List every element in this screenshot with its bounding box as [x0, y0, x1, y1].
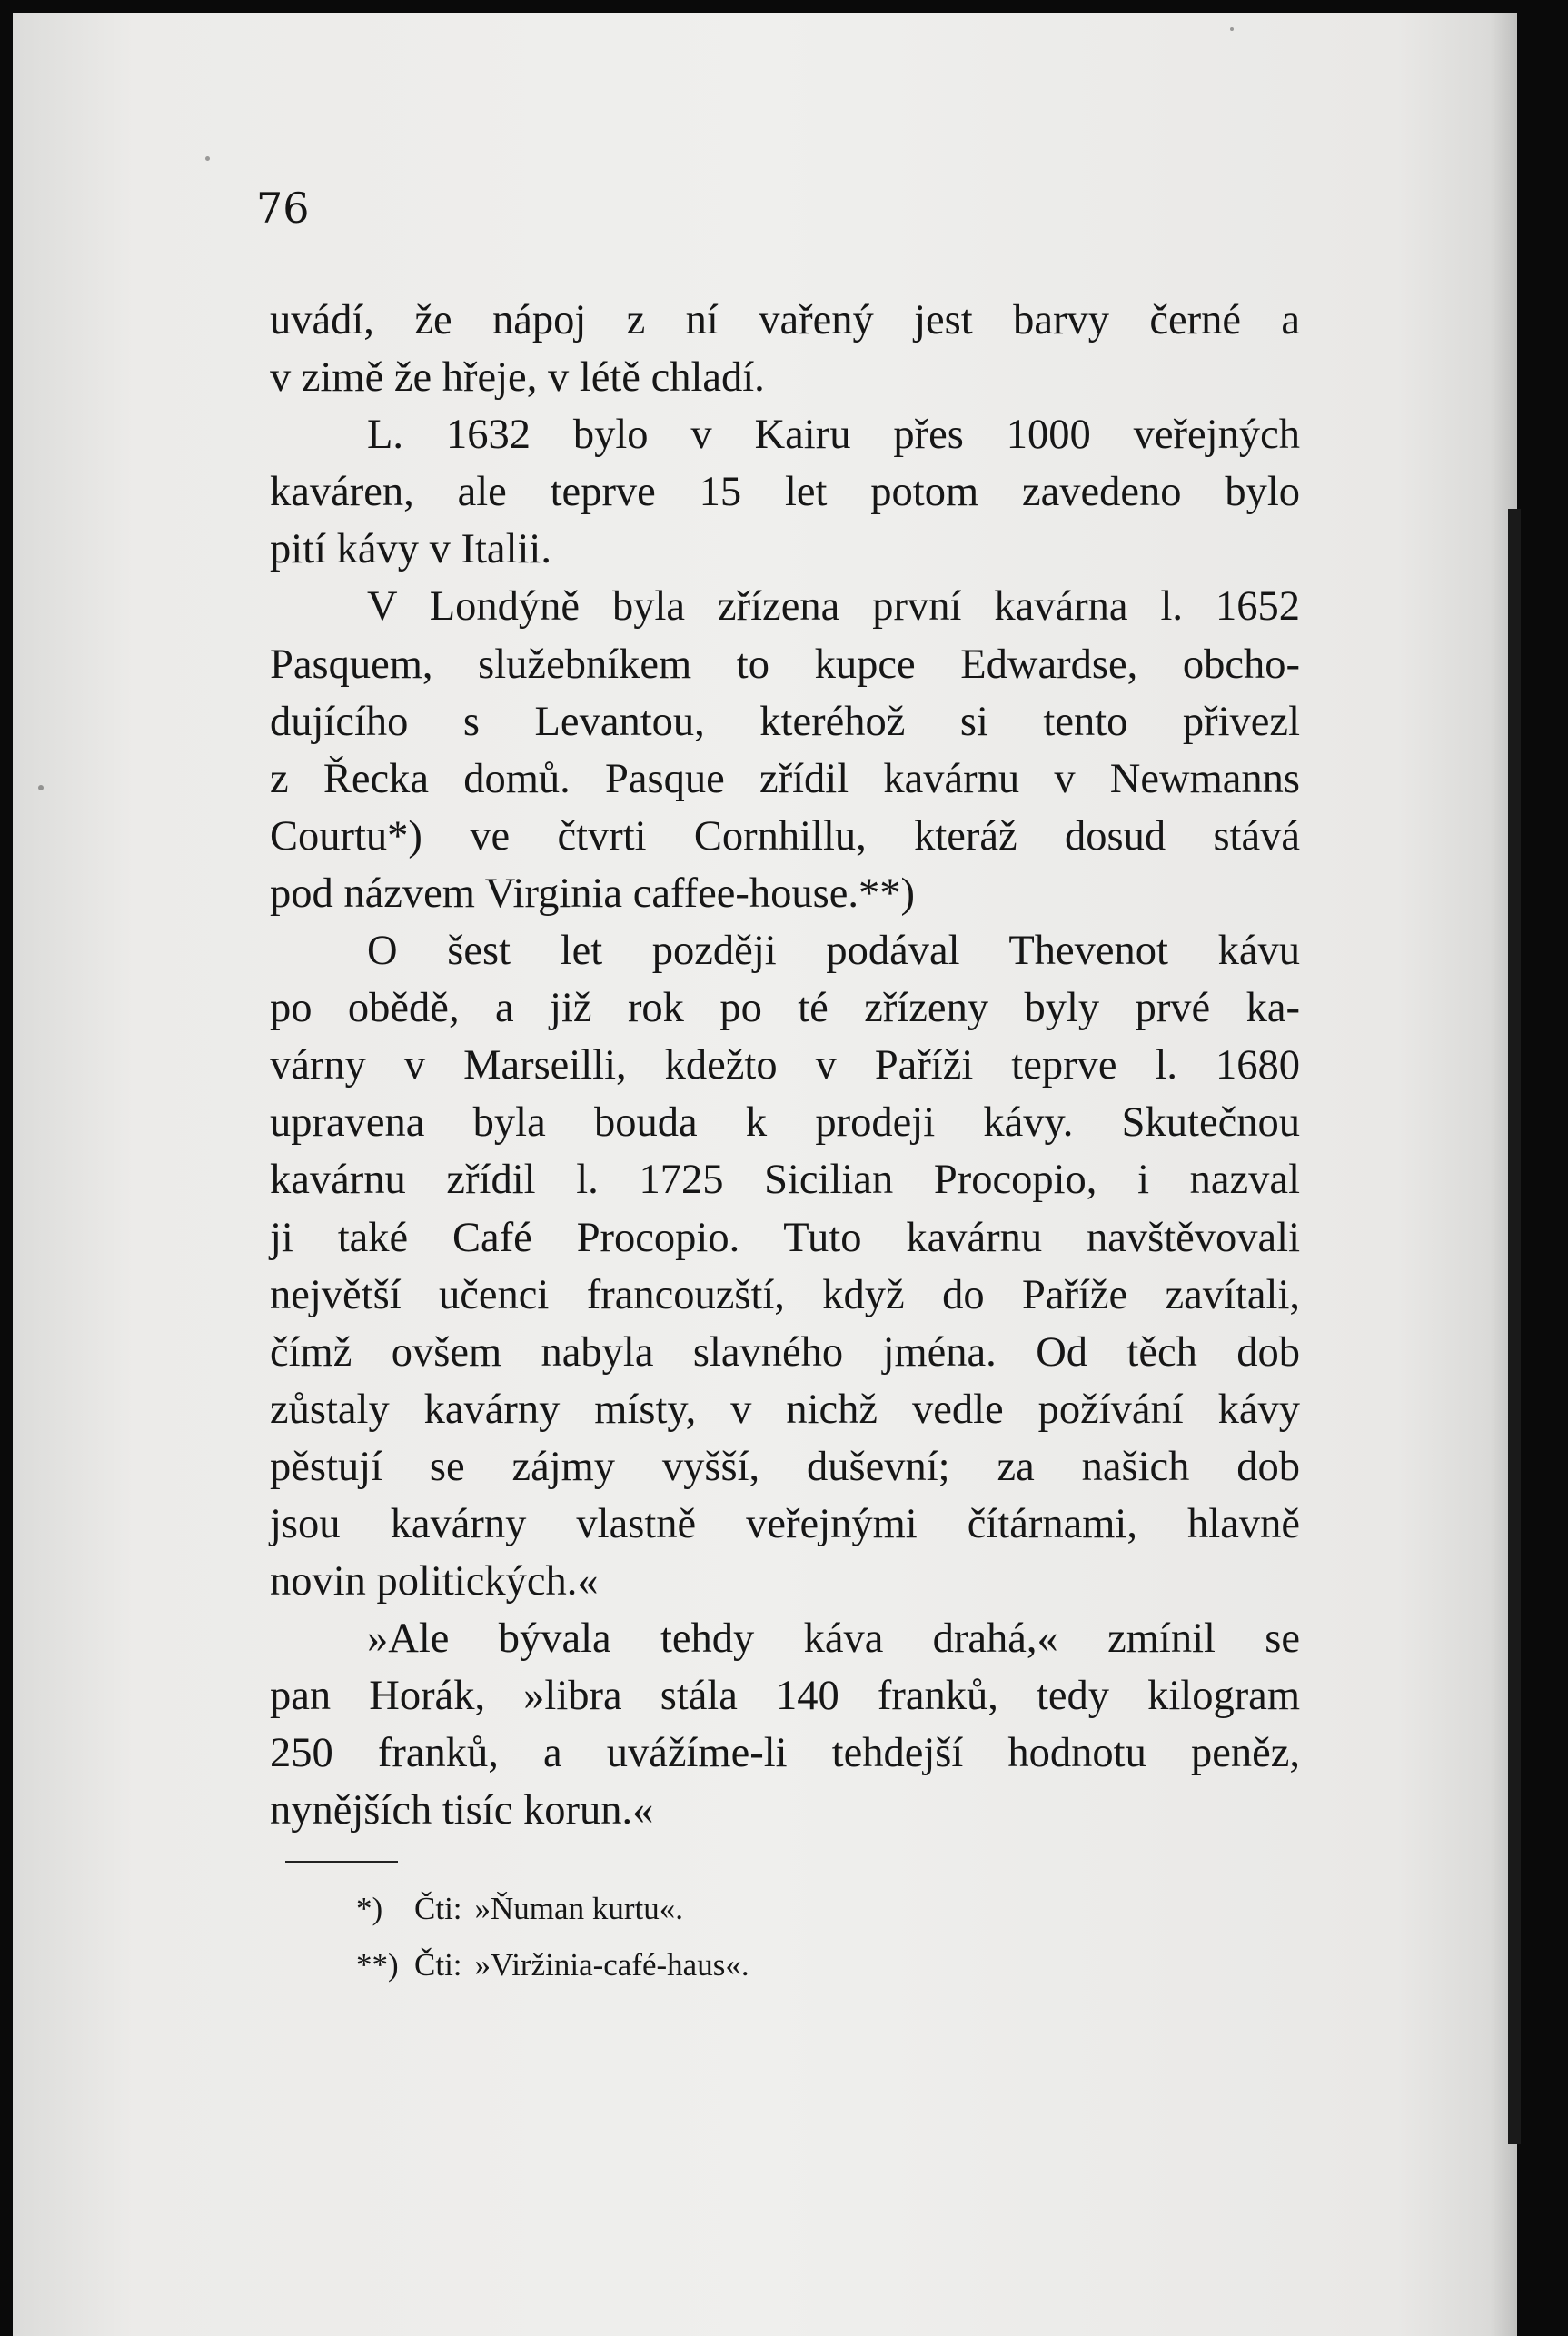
- text-line: kavárnu zřídil l. 1725 Sicilian Procopio, i nazval: [270, 1157, 1300, 1204]
- text-line: zůstaly kavárny místy, v nichž vedle požívání kávy: [270, 1386, 1300, 1433]
- text-line: V Londýně byla zřízena první kavárna l. 1652: [367, 583, 1300, 631]
- footnote-label: Čti:: [414, 1891, 462, 1926]
- footnote-2: [356, 1937, 749, 1993]
- text-line: várny v Marseilli, kdežto v Paříži teprve l. 1680: [270, 1042, 1300, 1089]
- text-line: O šest let později podával Thevenot kávu: [367, 928, 1300, 975]
- text-line: L. 1632 bylo v Kairu přes 1000 veřejných: [367, 412, 1300, 459]
- text-line: pěstují se zájmy vyšší, duševní; za našich dob: [270, 1443, 1300, 1490]
- print-speck: [205, 156, 210, 161]
- body-text: [270, 292, 1300, 1840]
- text-line: pití kávy v Italii.: [270, 526, 551, 573]
- page-edge-shadow: [1508, 509, 1521, 2144]
- text-line: »Ale bývala tehdy káva drahá,« zmínil se: [367, 1615, 1300, 1663]
- footnotes: [356, 1881, 749, 1993]
- text-line: Pasquem, služebníkem to kupce Edwardse, obcho-: [270, 641, 1300, 688]
- paragraph-5: [270, 1610, 1300, 1839]
- text-line: v zimě že hřeje, v létě chladí.: [270, 354, 765, 402]
- text-line: čímž ovšem nabyla slavného jména. Od těch dob: [270, 1328, 1300, 1376]
- book-page: [13, 13, 1517, 2336]
- print-speck: [1230, 27, 1234, 31]
- footnote-mark: *): [356, 1891, 383, 1926]
- text-line: dujícího s Levantou, kteréhož si tento přivezl: [270, 698, 1300, 745]
- footnote-divider: [285, 1861, 398, 1863]
- text-line: kaváren, ale teprve 15 let potom zavedeno bylo: [270, 469, 1300, 516]
- text-line: z Řecka domů. Pasque zřídil kavárnu v Newmanns: [270, 755, 1300, 802]
- footnote-mark: **): [356, 1947, 399, 1983]
- footnote-label: Čti:: [414, 1947, 462, 1983]
- page-number: 76: [256, 184, 310, 233]
- text-line: upravena byla bouda k prodeji kávy. Skutečnou: [270, 1099, 1300, 1147]
- text-line: po obědě, a již rok po té zřízeny byly prvé ka-: [270, 985, 1300, 1032]
- paragraph-4: [270, 922, 1300, 1610]
- text-line: pan Horák, »libra stála 140 franků, tedy kilogram: [270, 1673, 1300, 1720]
- paragraph-2: [270, 406, 1300, 578]
- footnote-text: »Ňuman kurtu«.: [474, 1891, 683, 1926]
- footnote-text: »Viržinia-café-haus«.: [474, 1947, 749, 1983]
- text-line: Courtu*) ve čtvrti Cornhillu, kteráž dosud stává: [270, 812, 1300, 860]
- print-speck: [38, 785, 44, 790]
- text-line: novin politických.«: [270, 1558, 599, 1605]
- paragraph-1: [270, 292, 1300, 406]
- text-line: 250 franků, a uvážíme-li tehdejší hodnotu peněz,: [270, 1730, 1300, 1777]
- text-line: největší učenci francouzští, když do Paříže zavítali,: [270, 1271, 1300, 1318]
- text-line: jsou kavárny vlastně veřejnými čítárnami, hlavně: [270, 1500, 1300, 1547]
- text-line: ji také Café Procopio. Tuto kavárnu navštěvovali: [270, 1214, 1300, 1261]
- footnote-1: [356, 1881, 749, 1937]
- text-line: pod názvem Virginia caffee-house.**): [270, 870, 915, 917]
- paragraph-3: [270, 578, 1300, 922]
- text-line: uvádí, že nápoj z ní vařený jest barvy černé a: [270, 297, 1300, 343]
- text-line: nynějších tisíc korun.«: [270, 1787, 654, 1834]
